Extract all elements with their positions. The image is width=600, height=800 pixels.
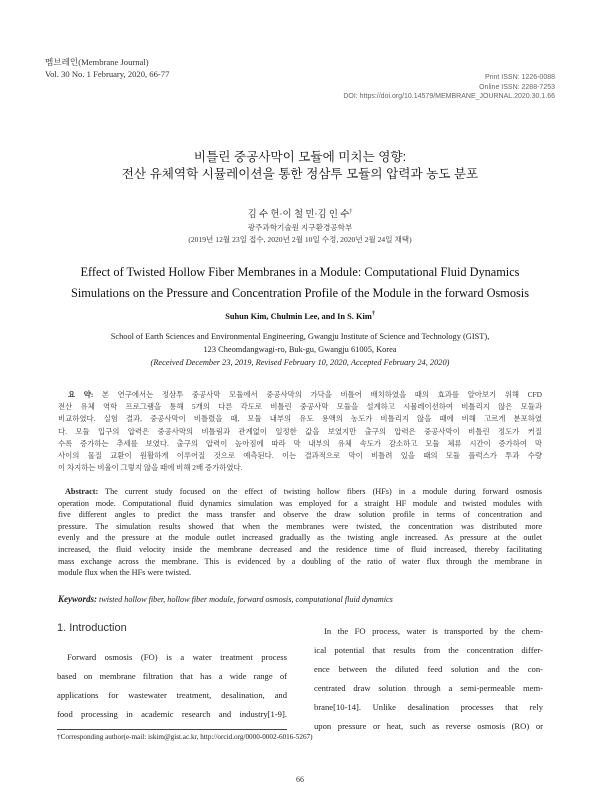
korean-affiliation-block [0,222,600,246]
english-title [0,262,600,304]
footnote-divider [57,729,287,730]
korean-abstract-line: 전산 유체 역학 프로그램을 통해 5개의 다른 각도로 비틀린 중공사막 모듈을 설계하고 시뮬레이션하여 비틀리지 않은 모듈과 [58,402,542,412]
english-abstract-line: five different angles to predict the mass transfer and observe the draw solution profile in terms of concentration and [58,510,542,520]
english-abstract [58,486,542,579]
korean-title-line: 비틀린 중공사막이 모듈에 미치는 영향: [193,150,407,164]
corresponding-mark: † [371,311,375,317]
left-column [57,622,287,724]
korean-abstract-line: 이 차지하는 비율이 그렇지 않을 때에 비해 2배 증가하였다. [58,463,243,473]
doi-link[interactable]: DOI: https://doi.org/10.14579/MEMBRANE_JOURNAL.2020.30.1.66 [343,93,555,100]
footnote: †Corresponding author(e-mail: iskim@gist.ac.kr, http://orcid.org/0000-0002-6016-5267) [57,733,313,741]
english-abstract-line: evenly and the pressure at the module outlet increased gradually as the twisting angle increased. As pressure at the outlet [58,533,542,543]
keywords-label: Keywords: [58,594,97,604]
english-authors [0,311,600,321]
english-abstract-line: Abstract: The current study focused on the effect of twisting hollow fibers (HFs) in a module during forward osmosis [65,487,542,496]
corresponding-mark: † [349,208,353,215]
english-affiliation-line: School of Earth Sciences and Environmental Engineering, Gwangju Institute of Science and Technology (GIST), [110,332,490,341]
korean-title-line: 전산 유체역학 시뮬레이션을 통한 정삼투 모듈의 압력과 농도 분포 [121,167,479,181]
keywords [58,594,542,604]
korean-abstract-line: 요 약: 본 연구에서는 정삼투 중공사막 모듈에서 중공사막의 가닥을 비틀어 배치하였을 때의 효과를 알아보기 위해 CFD [68,390,542,399]
body-line: applications for wastewater treatment, desalination, and [57,690,287,700]
korean-author-names: 김 수 헌·이 철 민·김 인 수 [247,210,350,220]
english-abstract-line: increased, the fluid velocity inside the membrane decreased and the residence time of fluid increased, thereby facilitating [58,544,542,554]
online-issn: Online ISSN: 2288-7253 [479,83,555,91]
print-issn: Print ISSN: 1226-0088 [484,74,555,81]
english-affiliation-block [0,330,600,369]
korean-abstract [58,389,542,474]
journal-header [45,56,169,80]
english-title-line: Simulations on the Pressure and Concentration Profile of the Module in the forward Osmosis [71,286,529,300]
journal-name: 멤브레인(Membrane Journal) [45,57,149,67]
english-abstract-line: operation mode. Computational fluid dynamics simulation was employed for a straight HF module and twisted modules with [58,498,542,508]
english-title-line: Effect of Twisted Hollow Fiber Membranes in a Module: Computational Fluid Dynamics [80,265,520,279]
body-line: ical potential that results from the concentration differ- [314,645,543,655]
body-line: ence between the diluted feed solution and the con- [314,664,543,674]
english-affiliation-line: 123 Cheomdangwagi-ro, Buk-gu, Gwangju 61005, Korea [203,345,397,354]
english-abstract-label: Abstract: [65,487,99,496]
korean-abstract-line: 사이의 물질 교환이 원활하게 이루어질 것으로 예측된다. 이는 결과적으로 막이 비틀려 있을 때의 모듈 플럭스가 투과 수량 [58,451,542,461]
korean-dates: (2019년 12월 23일 접수, 2020년 2월 10일 수정, 2020년 2월 24일 채택) [188,235,412,244]
korean-title [0,149,600,183]
body-line: centrated draw solution through a semi-permeable mem- [314,683,543,693]
keywords-text: twisted hollow fiber, hollow fiber module, forward osmosis, computational fluid dynamics [99,595,393,604]
korean-abstract-label: 요 약: [68,390,94,399]
korean-affiliation: 광주과학기술원 지구환경공학부 [247,223,353,232]
body-line: In the FO process, water is transported by the chem- [324,626,543,636]
introduction-paragraph [57,648,287,724]
page-number: 66 [296,775,304,784]
journal-issue: Vol. 30 No. 1 February, 2020, 66-77 [45,69,170,79]
korean-authors [0,206,600,220]
body-line: brane[10-14]. Unlike desalination processes that rely [314,702,543,712]
english-abstract-line: mass exchange across the membrane. This is evidenced by a doubling of the ratio of water flux through the membrane in [58,556,542,566]
english-author-names: Suhun Kim, Chulmin Lee, and In S. Kim [225,311,372,321]
body-line: Forward osmosis (FO) is a water treatment process [67,652,287,662]
body-line: upon pressure or heat, such as reverse osmosis (RO) or [314,721,543,731]
korean-abstract-line: 다. 모듈 입구의 압력은 중공사막의 비틀림과 관계없이 일정한 값을 보였지만 출구의 압력은 중공사막이 비틀린 정도가 커질 [58,426,542,436]
korean-abstract-line: 비교하였다. 실험 결과, 중공사막이 비틀렸을 때, 모듈 내부의 유도 용액의 농도가 비틀리지 않을 때에 비해 고르게 분포하였 [58,414,542,424]
right-column [314,622,543,736]
english-abstract-line: pressure. The simulation results showed that when the membranes were twisted, the concentration was distributed more [58,521,542,531]
issn-block [343,73,555,102]
body-line: based on membrane filtration that has a wide range of [57,671,287,681]
body-line: food processing in academic research and industry[1-9]. [57,709,287,719]
english-dates: (Received December 23, 2019, Revised February 10, 2020, Accepted February 24, 2020) [150,358,450,367]
korean-abstract-line: 수록 증가하는 추세를 보였다. 출구의 압력이 높아짐에 따라 막 내부의 유체 속도가 감소하고 모듈 체류 시간이 증가하여 막 [58,438,542,448]
english-abstract-line: module flux when the HFs were twisted. [58,568,192,578]
section-heading: 1. Introduction [57,622,127,634]
